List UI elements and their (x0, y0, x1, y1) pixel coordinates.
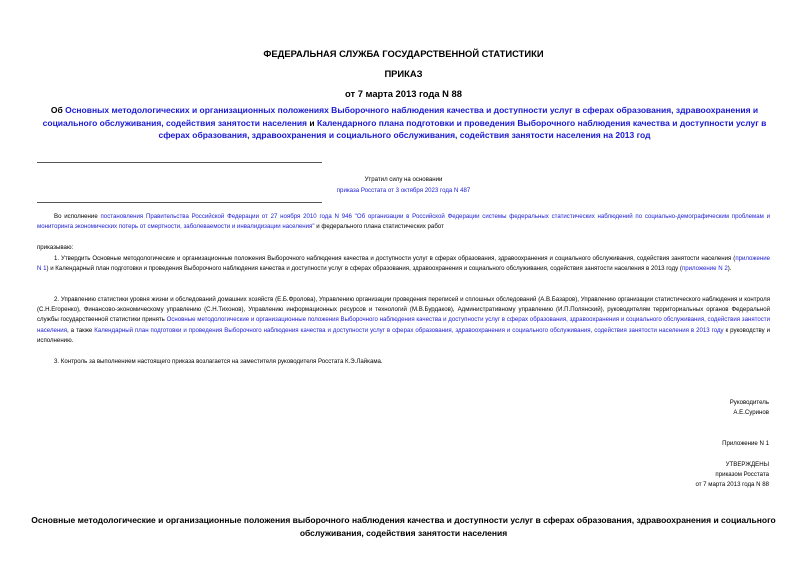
divider-top (37, 162, 322, 163)
appendix-label: Приложение N 1 (722, 440, 769, 447)
title-link-calendar-plan[interactable]: Календарного плана подготовки и проведения Выборочного наблюдения качества и доступности услуг в сферах образования, здравоохранения и социального обслуживания, содействия занятости населения на 2013 год (158, 117, 767, 140)
item-2-text-a: 2. Управлению статистики уровня жизни и обследований домашних хозяйств (Е.Б.Фролова), Управлению организации проведения переписей и сплошных обследований (А.В.Базаров), Управлению организации статистического наблюдения и контроля (С.Н.Егоренко), Финансово-экономическому управлению (С.Н.Тихонов), Управлению информационных ресурсов и технологий (М.В.Бурдаков), Административному управлению (И.П.Полянский), руководителям территориальных органов Федеральной службы государственной статистики принять (37, 296, 770, 324)
preamble-paragraph (37, 212, 770, 232)
item-1-text-b: ) и Календарный план подготовки и проведения Выборочного наблюдения качества и доступности услуг в сферах образования, здравоохранения и социального обслуживания, содействия занятости населения в 2013 году ( (46, 265, 682, 273)
order-word: приказываю: (37, 244, 74, 251)
item-2-provisions-link[interactable]: Основные методологические и организационные положения Выборочного наблюдения качества и доступности услуг в сферах образования, здравоохранения и социального обслуживания, содействия занятости населения (37, 316, 770, 334)
item-1 (37, 254, 770, 274)
preamble-end: и федерального плана статистических работ (314, 223, 444, 231)
item-1-text-a: 1. Утвердить Основные методологические и организационные положения Выборочного наблюдения качества и доступности услуг в сферах образования, здравоохранения и социального обслуживания, содействия занятости населения ( (54, 255, 736, 262)
agency-heading: ФЕДЕРАЛЬНАЯ СЛУЖБА ГОСУДАРСТВЕННОЙ СТАТИСТИКИ (263, 48, 544, 59)
item-2-calendar-link[interactable]: Календарный план подготовки и проведения Выборочного наблюдения качества и доступности услуг в сферах образования, здравоохранения и социального обслуживания, содействия занятости населения в 2013 году (94, 326, 724, 334)
government-decree-link[interactable]: постановления Правительства Российской Федерации от 27 ноября 2010 года N 946 "Об организации в Российской Федерации системы федеральных статистических наблюдений по социально-демографическим проблемам и мониторинга экономических потерь от смертности, заболеваемости и инвалидизации населения" (37, 213, 770, 231)
appendix-approved: УТВЕРЖДЕНЫ (725, 461, 769, 468)
appendix-by-order: приказом Росстата (715, 471, 769, 478)
appendix-title: Основные методологические и организационные положения выборочного наблюдения качества и доступности услуг в сферах образования, здравоохранения и социального обслуживания, содействия занятости населения (31, 515, 776, 538)
appendix-1-link[interactable]: приложение N 1 (37, 255, 770, 273)
document-title (40, 104, 769, 142)
title-prefix: Об (50, 105, 66, 115)
status-repeal-link[interactable]: приказа Росстата от 3 октября 2023 года N 487 (336, 187, 471, 194)
title-middle: и (307, 117, 317, 128)
appendix-date: от 7 марта 2013 года N 88 (695, 481, 769, 488)
preamble-start: Во исполнение (54, 213, 101, 220)
divider-bottom (37, 202, 322, 203)
signature-name: А.Е.Суринов (733, 409, 769, 416)
doc-type-heading: ПРИКАЗ (384, 68, 423, 79)
appendix-2-link[interactable]: приложение N 2 (681, 265, 728, 273)
date-number-heading: от 7 марта 2013 года N 88 (345, 88, 462, 99)
signature-role: Руководитель (729, 399, 769, 406)
item-2-text-c: к руководству и исполнению. (37, 326, 771, 344)
item-2 (37, 295, 770, 346)
item-1-text-c: ). (727, 265, 732, 273)
item-3: 3. Контроль за выполнением настоящего приказа возлагается на заместителя руководителя Росстата К.Э.Лайкама. (54, 358, 383, 365)
status-line: Утратил силу на основании (364, 176, 443, 183)
title-link-main-provisions[interactable]: Основных методологических и организационных положениях Выборочного наблюдения качества и доступности услуг в сферах образования, здравоохранения и социального обслуживания, содействия занятости населения (42, 105, 759, 128)
item-2-text-b: , а также (67, 326, 95, 334)
